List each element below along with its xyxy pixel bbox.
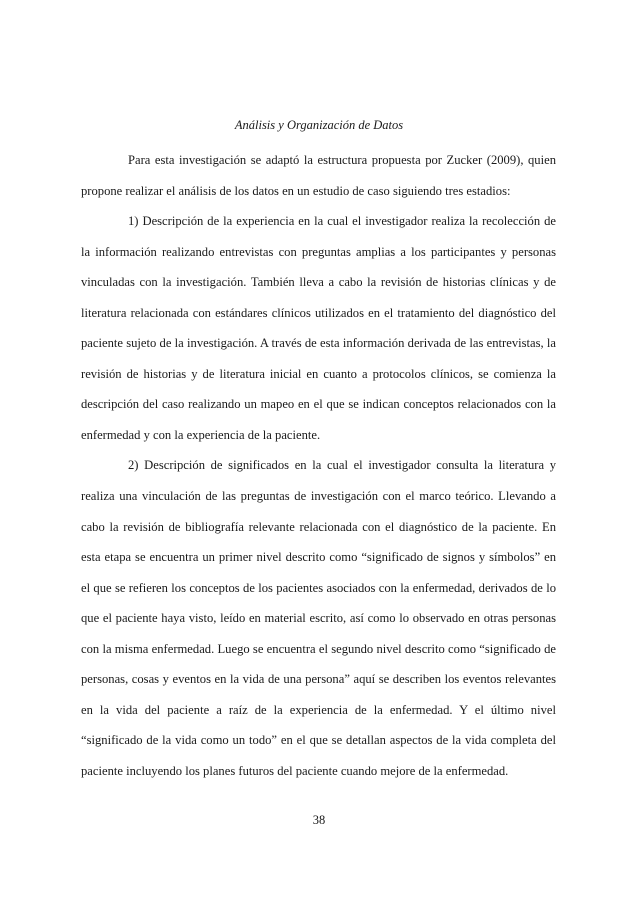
paragraph-intro: Para esta investigación se adaptó la estructura propuesta por Zucker (2009), quien propone realizar el análisis de los datos en un estudio de caso siguiendo tres estadios: (81, 153, 556, 198)
body-text (81, 145, 556, 786)
section-title: Análisis y Organización de Datos (234, 118, 404, 132)
paragraph-stage-1: 1) Descripción de la experiencia en la cual el investigador realiza la recolección de la información realizando entrevistas con preguntas amplias a los participantes y personas vinculadas con la investigación. También lleva a cabo la revisión de historias clínicas y de literatura relacionada con estándares clínicos utilizados en el tratamiento del diagnóstico del paciente sujeto de la investigación. A través de esta información derivada de las entrevistas, la revisión de historias y de literatura inicial en cuanto a protocolos clínicos, se comienza la descripción del caso realizando un mapeo en el que se indican conceptos relacionados con la enfermedad y con la experiencia de la paciente. (81, 214, 556, 442)
page-number: 38 (312, 813, 326, 827)
paragraph-stage-2: 2) Descripción de significados en la cual el investigador consulta la literatura y realiza una vinculación de las preguntas de investigación con el marco teórico. Llevando a cabo la revisión de bibliografía relevante relacionada con el diagnóstico de la paciente. En esta etapa se encuentra un primer nivel descrito como “significado de signos y símbolos” en el que se refieren los conceptos de los pacientes asociados con la enfermedad, derivados de lo que el paciente haya visto, leído en material escrito, así como lo observado en otras personas con la misma enfermedad. Luego se encuentra el segundo nivel descrito como “significado de personas, cosas y eventos en la vida de una persona” aquí se describen los eventos relevantes en la vida del paciente a raíz de la experiencia de la enfermedad. Y el último nivel “significado de la vida como un todo” en el que se detallan aspectos de la vida completa del paciente incluyendo los planes futuros del paciente cuando mejore de la enfermedad. (81, 458, 556, 778)
